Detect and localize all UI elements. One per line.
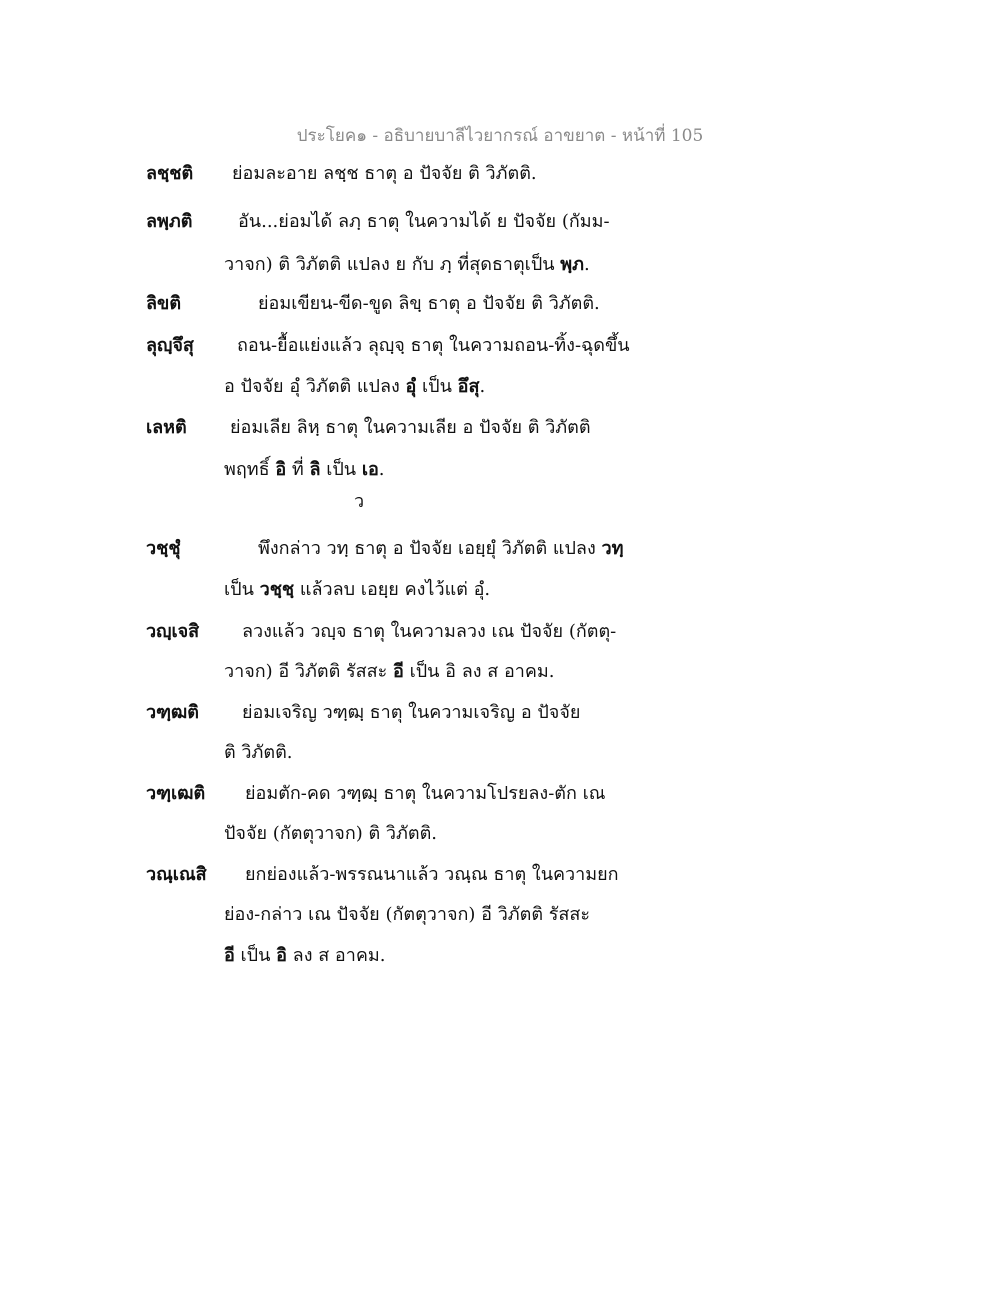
entry-definition-line [245,863,619,887]
definition-bold-term: อิ [276,945,287,966]
entry-definition-line [224,375,485,399]
entry-definition-line [224,660,555,684]
definition-bold-term: ลิ [309,459,321,480]
definition-bold-term: พฺภ [560,254,585,275]
definition-text: เป็น [320,459,362,480]
definition-bold-term: อึสุ [457,376,480,397]
entry-definition-line [224,253,590,277]
definition-text: ย่อมละอาย ลชฺช ธาตุ อ ปัจจัย ติ วิภัตติ. [232,163,537,184]
entry-definition-line [237,334,630,358]
definition-text: วาจก) ติ วิภัตติ แปลง ย กับ ภฺ ที่สุดธาตุเป็น [224,254,561,275]
entry-headword: วญฺเจสิ [146,621,200,642]
entry-definition-line [224,741,292,765]
section-letter: ว [354,491,365,512]
definition-text: ย่อมเลีย ลิหฺ ธาตุ ในความเลีย อ ปัจจัย ติ วิภัตติ [230,417,591,438]
definition-bold-term: วทฺ [601,538,624,559]
definition-bold-term: อุํ [405,376,417,397]
entry-definition-line [224,944,385,968]
definition-text: ย่อมตัก-คด วฑฺฒฺ ธาตุ ในความโปรยลง-ตัก เณ [245,783,606,804]
page-header: ประโยค๑ - อธิบายบาลีไวยากรณ์ อาขยาต - หน้าที่ 105 [296,126,704,146]
definition-text: เป็น [234,945,277,966]
entry-headword: ลิขติ [146,293,182,314]
definition-text: แล้วลบ เอยฺย คงไว้แต่ อุํ. [294,579,491,600]
definition-bold-term: วชฺชฺ [259,579,295,600]
definition-text: . [479,376,486,397]
definition-text: วาจก) อี วิภัตติ รัสสะ [224,661,394,682]
entry-headword: วณฺเณสิ [146,864,207,885]
definition-text: ย่อง-กล่าว เณ ปัจจัย (กัตตุวาจก) อี วิภัตติ รัสสะ [224,904,591,925]
definition-text: เป็น อิ ลง ส อาคม. [403,661,555,682]
entry-definition-line [238,210,610,234]
definition-bold-term: อี [224,945,235,966]
definition-text: พฤทธิ์ [224,459,276,480]
entry-definition-line [258,537,623,561]
definition-text: เป็น [416,376,458,397]
entry-definition-line [224,903,590,927]
entry-headword: วฑฺฒติ [146,702,199,723]
entry-headword: ลชฺชติ [146,163,194,184]
definition-text: ถอน-ยื้อแย่งแล้ว ลุญฺจฺ ธาตุ ในความถอน-ทิ้ง-ฉุดขึ้น [237,335,630,356]
definition-text: ยกย่องแล้ว-พรรณนาแล้ว วณฺณ ธาตุ ในความยก [245,864,619,885]
entry-headword: วชฺชุํ [146,538,181,559]
entry-definition-line [224,578,490,602]
entry-definition-line [230,416,591,440]
definition-bold-term: อี [393,661,404,682]
entry-headword: ลุญฺจึสุ [146,335,194,356]
definition-bold-term: เอ [361,459,379,480]
definition-text: ลง ส อาคม. [286,945,386,966]
definition-text: ปัจจัย (กัตตุวาจก) ติ วิภัตติ. [224,823,437,844]
entry-definition-line [232,162,537,186]
entry-definition-line [224,458,385,482]
definition-text: . [378,459,385,480]
definition-text: ย่อมเจริญ วฑฺฒฺ ธาตุ ในความเจริญ อ ปัจจัย [242,702,581,723]
definition-text: ย่อมเขียน-ขีด-ขูด ลิขฺ ธาตุ อ ปัจจัย ติ วิภัตติ. [258,293,600,314]
definition-text: . [584,254,590,275]
entry-headword: วฑฺเฒติ [146,783,206,804]
definition-bold-term: อิ [275,459,287,480]
entry-headword: ลพฺภติ [146,211,193,232]
definition-text: ติ วิภัตติ. [224,742,293,763]
entry-definition-line [224,822,437,846]
entry-definition-line [258,292,600,316]
definition-text: ลวงแล้ว วญฺจ ธาตุ ในความลวง เณ ปัจจัย (กัตตุ- [242,621,617,642]
entry-definition-line [242,701,580,725]
entry-definition-line [245,782,605,806]
definition-text: เป็น [224,579,260,600]
definition-text: อ ปัจจัย อุํ วิภัตติ แปลง [224,376,406,397]
definition-text: ที่ [286,459,310,480]
definition-text: พึงกล่าว วทฺ ธาตุ อ ปัจจัย เอยฺยุํ วิภัตติ แปลง [258,538,602,559]
entry-definition-line [242,620,616,644]
entry-headword: เลหติ [146,417,187,438]
definition-text: อัน...ย่อมได้ ลภฺ ธาตุ ในความได้ ย ปัจจัย (กัมม- [238,211,610,232]
